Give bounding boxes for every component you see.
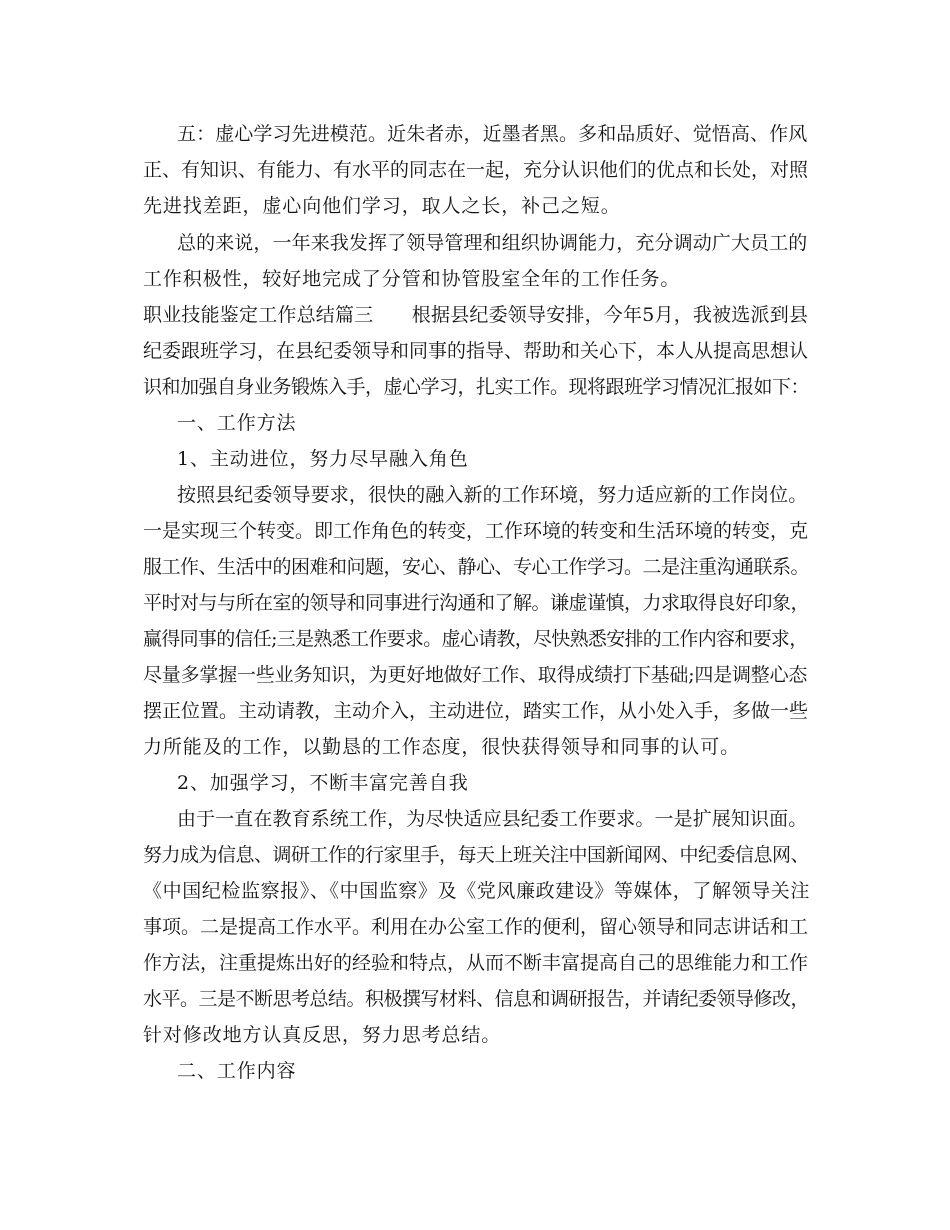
text-line: 摆正位置。主动请教，主动介入，主动进位，踏实工作，从小处入手，多做一些 xyxy=(143,700,809,722)
text-line: 职业技能鉴定工作总结篇三 根据县纪委领导安排，今年5月，我被选派到县 xyxy=(143,304,809,326)
text-line: 先进找差距，虚心向他们学习，取人之长，补己之短。 xyxy=(143,195,621,217)
text-line: 识和加强自身业务锻炼入手，虚心学习，扎实工作。现将跟班学习情况汇报如下： xyxy=(143,376,810,398)
text-line: 作方法，注重提炼出好的经验和特点，从而不断丰富提高自己的思维能力和工作 xyxy=(143,952,809,974)
text-line: 事项。二是提高工作水平。利用在办公室工作的便利，留心领导和同志讲话和工 xyxy=(143,916,809,938)
text-line: 赢得同事的信任;三是熟悉工作要求。虚心请教，尽快熟悉安排的工作内容和要求， xyxy=(143,628,808,650)
text-line: 总的来说，一年来我发挥了领导管理和组织协调能力，充分调动广大员工的 xyxy=(177,232,808,254)
text-line: 一是实现三个转变。即工作角色的转变，工作环境的转变和生活环境的转变，克 xyxy=(143,520,809,542)
text-line: 五：虚心学习先进模范。近朱者赤，近墨者黑。多和品质好、觉悟高、作风 xyxy=(177,123,808,145)
subsection-heading: 1、主动进位，努力尽早融入角色 xyxy=(177,448,469,470)
text-line: 水平。三是不断思考总结。积极撰写材料、信息和调研报告，并请纪委领导修改， xyxy=(143,988,810,1010)
text-line: 按照县纪委领导要求，很快的融入新的工作环境，努力适应新的工作岗位。 xyxy=(177,484,808,506)
text-line: 纪委跟班学习，在县纪委领导和同事的指导、帮助和关心下，本人从提高思想认 xyxy=(143,340,809,362)
text-line: 尽量多掌握一些业务知识，为更好地做好工作、取得成绩打下基础;四是调整心态 xyxy=(143,664,808,686)
text-line: 《中国纪检监察报》、《中国监察》及《党风廉政建设》等媒体，了解领导关注 xyxy=(143,880,811,902)
text-line: 力所能及的工作，以勤恳的工作态度，很快获得领导和同事的认可。 xyxy=(143,736,741,758)
text-line: 服工作、生活中的困难和问题，安心、静心、专心工作学习。二是注重沟通联系。 xyxy=(143,556,810,578)
text-line: 平时对与与所在室的领导和同事进行沟通和了解。谦虚谨慎，力求取得良好印象， xyxy=(143,592,810,614)
text-line: 努力成为信息、调研工作的行家里手，每天上班关注中国新闻网、中纪委信息网、 xyxy=(143,844,810,866)
section-heading: 二、工作内容 xyxy=(177,1060,297,1082)
text-line: 由于一直在教育系统工作，为尽快适应县纪委工作要求。一是扩展知识面。 xyxy=(177,808,808,830)
text-line: 工作积极性，较好地完成了分管和协管股室全年的工作任务。 xyxy=(143,268,681,290)
text-line: 针对修改地方认真反思，努力思考总结。 xyxy=(143,1024,502,1046)
text-line: 正、有知识、有能力、有水平的同志在一起，充分认识他们的优点和长处，对照 xyxy=(143,159,809,181)
section-heading: 一、工作方法 xyxy=(177,412,297,434)
subsection-heading: 2、加强学习，不断丰富完善自我 xyxy=(177,772,469,794)
